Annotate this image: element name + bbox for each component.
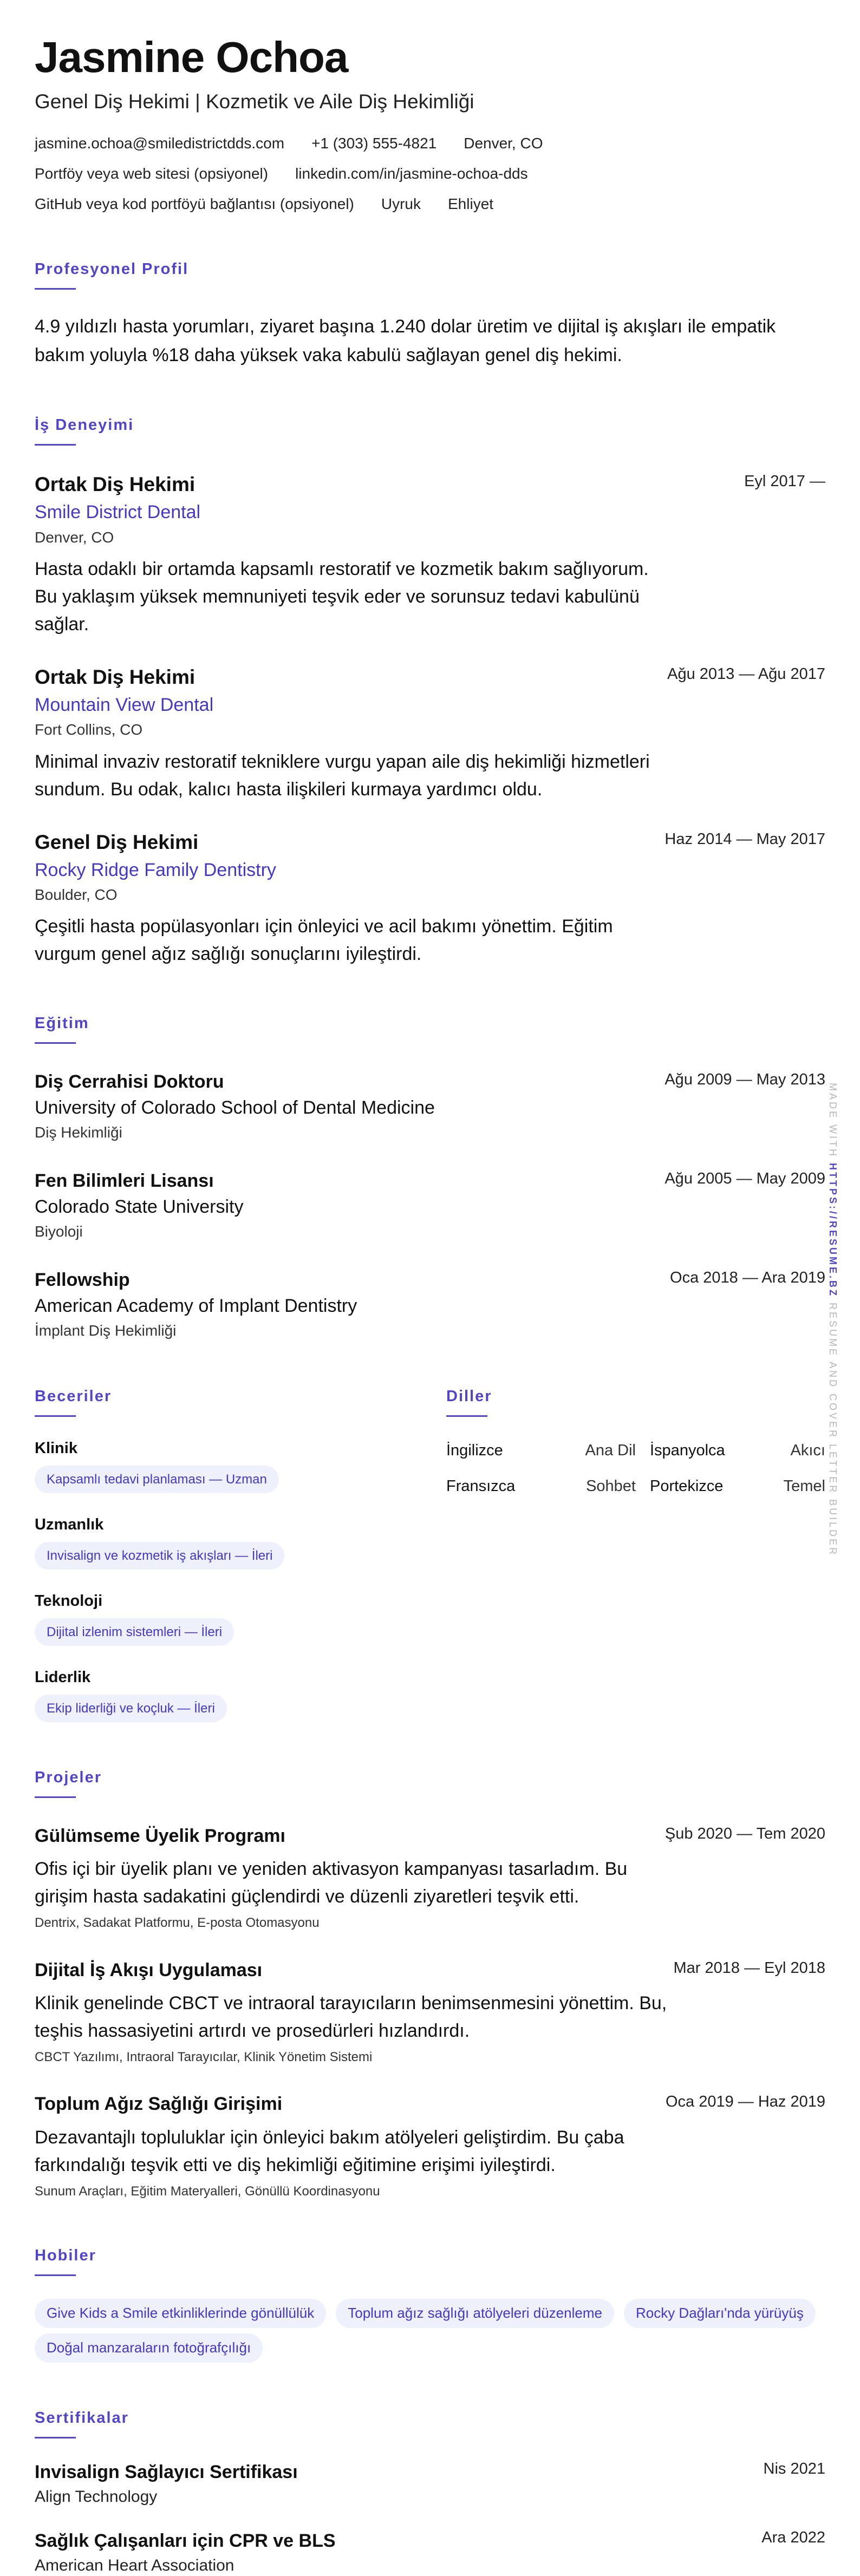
- location-text: Denver, CO: [464, 135, 543, 152]
- project-entry: [35, 1824, 825, 1932]
- project-technologies: CBCT Yazılımı, Intraoral Tarayıcılar, Klinik Yönetim Sistemi: [35, 2049, 373, 2064]
- section-divider: [446, 1415, 487, 1417]
- credit-link[interactable]: HTTPS://RESUME.BZ: [828, 1163, 838, 1298]
- section-title: Hobiler: [35, 2247, 96, 2265]
- hobby-list: [35, 2299, 825, 2363]
- credit-suffix: RESUME AND COVER LETTER BUILDER: [828, 1303, 838, 1557]
- experience-entry: [35, 472, 825, 638]
- skill-category: Liderlik: [35, 1669, 91, 1686]
- credit-prefix: MADE WITH: [828, 1083, 838, 1158]
- institution-name: American Academy of Implant Dentistry: [35, 1295, 357, 1316]
- section-title: Sertifikalar: [35, 2409, 129, 2427]
- job-title: Ortak Diş Hekimi: [35, 473, 196, 495]
- summary-section: [35, 260, 825, 369]
- certification-issuer: Align Technology: [35, 2488, 158, 2506]
- education-entry: [35, 1070, 825, 1143]
- skill-pill: Kapsamlı tedavi planlaması — Uzman: [35, 1466, 279, 1493]
- project-technologies: Dentrix, Sadakat Platformu, E-posta Otomasyonu: [35, 1915, 320, 1931]
- skill-group: [35, 1439, 446, 1493]
- resume-page: [35, 35, 825, 2576]
- project-name: Toplum Ağız Sağlığı Girişimi: [35, 2094, 283, 2115]
- experience-section: [35, 416, 825, 969]
- skill-pill: Ekip liderliği ve koçluk — İleri: [35, 1695, 227, 1722]
- candidate-name: Jasmine Ochoa: [35, 33, 348, 81]
- language-level: Sohbet: [586, 1477, 636, 1495]
- candidate-headline: Genel Diş Hekimi | Kozmetik ve Aile Diş Hekimliği: [35, 90, 474, 113]
- job-location: Fort Collins, CO: [35, 721, 143, 738]
- contact-row: [35, 133, 825, 154]
- degree-title: Fellowship: [35, 1270, 130, 1291]
- project-description: Klinik genelinde CBCT ve intraoral tarayıcıların benimsenmesini yönettim. Bu, teşhis hassasiyetini artırdı ve prosedürleri hızlandırdı.: [35, 1992, 667, 2041]
- certification-name: Invisalign Sağlayıcı Sertifikası: [35, 2461, 298, 2482]
- language-name: İspanyolca: [650, 1442, 725, 1460]
- certification-entry: [35, 2460, 825, 2507]
- github-link[interactable]: GitHub veya kod portföyü bağlantısı (opsiyonel): [35, 195, 354, 212]
- contact-row: [35, 194, 825, 214]
- experience-entry: [35, 664, 825, 803]
- section-title: İş Deneyimi: [35, 416, 134, 434]
- language-name: Portekizce: [650, 1477, 724, 1495]
- certification-entry: [35, 2529, 825, 2576]
- languages-grid: [446, 1441, 825, 1496]
- education-dates: Ağu 2005 — May 2009: [664, 1170, 825, 1188]
- job-location: Denver, CO: [35, 528, 114, 546]
- linkedin-link[interactable]: linkedin.com/in/jasmine-ochoa-dds: [295, 165, 528, 182]
- education-entry: [35, 1169, 825, 1242]
- institution-name: University of Colorado School of Dental Medicine: [35, 1097, 435, 1118]
- skill-category: Uzmanlık: [35, 1516, 104, 1534]
- resume-header: [35, 35, 825, 214]
- job-dates: Eyl 2017 —: [744, 472, 825, 490]
- language-level: Akıcı: [790, 1442, 825, 1460]
- project-name: Gülümseme Üyelik Programı: [35, 1825, 285, 1846]
- job-dates: Haz 2014 — May 2017: [664, 830, 825, 848]
- skills-languages-row: [35, 1388, 825, 1722]
- institution-name: Colorado State University: [35, 1196, 244, 1217]
- email-link[interactable]: jasmine.ochoa@smiledistrictdds.com: [35, 135, 285, 152]
- skill-group: [35, 1668, 446, 1722]
- project-dates: Oca 2019 — Haz 2019: [665, 2093, 825, 2111]
- education-section: [35, 1015, 825, 1341]
- degree-title: Diş Cerrahisi Doktoru: [35, 1071, 224, 1093]
- certification-date: Ara 2022: [761, 2529, 825, 2547]
- education-dates: Ağu 2009 — May 2013: [664, 1071, 825, 1089]
- section-title: Beceriler: [35, 1388, 112, 1405]
- hobby-pill: Give Kids a Smile etkinliklerinde gönüllülük: [35, 2299, 326, 2328]
- company-name: Mountain View Dental: [35, 694, 214, 715]
- hobby-pill: Doğal manzaraların fotoğrafçılığı: [35, 2333, 263, 2363]
- language-level: Ana Dil: [585, 1442, 636, 1460]
- hobby-pill: Toplum ağız sağlığı atölyeleri düzenleme: [336, 2299, 614, 2328]
- job-dates: Ağu 2013 — Ağu 2017: [667, 665, 825, 683]
- project-dates: Şub 2020 — Tem 2020: [664, 1825, 825, 1842]
- experience-entry: [35, 829, 825, 969]
- license-text: Ehliyet: [448, 195, 494, 212]
- contact-row: [35, 164, 825, 184]
- job-title: Ortak Diş Hekimi: [35, 665, 196, 688]
- project-description: Dezavantajlı topluluklar için önleyici bakım atölyeleri geliştirdim. Bu çaba farkındalığı teşvik etti ve diş hekimliği eğitimine erişimi iyileştirdi.: [35, 2127, 624, 2175]
- portfolio-link[interactable]: Portföy veya web sitesi (opsiyonel): [35, 165, 269, 182]
- field-of-study: İmplant Diş Hekimliği: [35, 1322, 177, 1339]
- skill-category: Klinik: [35, 1440, 77, 1457]
- language-name: İngilizce: [446, 1442, 503, 1460]
- section-divider: [35, 1796, 76, 1798]
- section-title: Profesyonel Profil: [35, 260, 189, 278]
- skill-pill: Dijital izlenim sistemleri — İleri: [35, 1618, 234, 1646]
- job-description: Hasta odaklı bir ortamda kapsamlı restoratif ve kozmetik bakım sağlıyorum. Bu yaklaşım yüksek memnuniyeti teşvik eder ve sorunsuz tedavi kabulünü sağlar.: [35, 558, 649, 635]
- project-technologies: Sunum Araçları, Eğitim Materyalleri, Gönüllü Koordinasyonu: [35, 2183, 380, 2199]
- project-dates: Mar 2018 — Eyl 2018: [673, 1959, 825, 1977]
- skill-category: Teknoloji: [35, 1592, 103, 1610]
- section-divider: [35, 2437, 76, 2438]
- phone-number[interactable]: +1 (303) 555-4821: [311, 135, 437, 152]
- section-divider: [35, 2274, 76, 2276]
- education-entry: [35, 1268, 825, 1341]
- company-name: Rocky Ridge Family Dentistry: [35, 859, 276, 880]
- made-with-credit: [827, 1083, 838, 1557]
- section-title: Projeler: [35, 1768, 102, 1786]
- certification-issuer: American Heart Association: [35, 2557, 234, 2575]
- summary-text: 4.9 yıldızlı hasta yorumları, ziyaret başına 1.240 dolar üretim ve dijital iş akışları ile empatik bakım yoluyla %18 daha yüksek vaka kabulü sağlayan genel diş hekimi.: [35, 316, 776, 366]
- section-divider: [35, 1042, 76, 1044]
- job-description: Minimal invaziv restoratif tekniklere vurgu yapan aile diş hekimliği hizmetleri sundum. Bu odak, kalıcı hasta ilişkileri kurmaya yardımcı oldu.: [35, 751, 650, 800]
- section-title: Eğitim: [35, 1015, 89, 1032]
- certification-date: Nis 2021: [763, 2460, 825, 2477]
- job-description: Çeşitli hasta popülasyonları için önleyici ve acil bakımı yönettim. Eğitim vurgum genel ağız sağlığı sonuçlarını iyileştirdi.: [35, 916, 613, 965]
- hobbies-section: [35, 2247, 825, 2363]
- skill-pill: Invisalign ve kozmetik iş akışları — İleri: [35, 1542, 284, 1570]
- education-dates: Oca 2018 — Ara 2019: [670, 1269, 825, 1287]
- project-entry: [35, 2092, 825, 2200]
- degree-title: Fen Bilimleri Lisansı: [35, 1171, 214, 1192]
- section-divider: [35, 1415, 76, 1417]
- project-description: Ofis içi bir üyelik planı ve yeniden aktivasyon kampanyası tasarladım. Bu girişim hasta sadakatini güçlendirdi ve düzenli ziyaretleri teşvik etti.: [35, 1859, 628, 1907]
- language-name: Fransızca: [446, 1477, 516, 1495]
- certifications-section: [35, 2409, 825, 2576]
- field-of-study: Diş Hekimliği: [35, 1124, 122, 1141]
- languages-section: [446, 1388, 825, 1722]
- hobby-pill: Rocky Dağları'nda yürüyüş: [624, 2299, 816, 2328]
- section-divider: [35, 444, 76, 446]
- field-of-study: Biyoloji: [35, 1223, 83, 1240]
- job-title: Genel Diş Hekimi: [35, 831, 199, 853]
- language-level: Temel: [783, 1477, 825, 1495]
- project-name: Dijital İş Akışı Uygulaması: [35, 1959, 263, 1980]
- section-divider: [35, 288, 76, 290]
- job-location: Boulder, CO: [35, 886, 118, 904]
- certification-name: Sağlık Çalışanları için CPR ve BLS: [35, 2531, 336, 2552]
- skill-group: [35, 1591, 446, 1646]
- project-entry: [35, 1958, 825, 2067]
- section-title: Diller: [446, 1388, 492, 1405]
- skills-section: [35, 1388, 446, 1722]
- company-name: Smile District Dental: [35, 501, 201, 522]
- projects-section: [35, 1769, 825, 2200]
- nationality-text: Uyruk: [381, 195, 421, 212]
- skill-group: [35, 1515, 446, 1570]
